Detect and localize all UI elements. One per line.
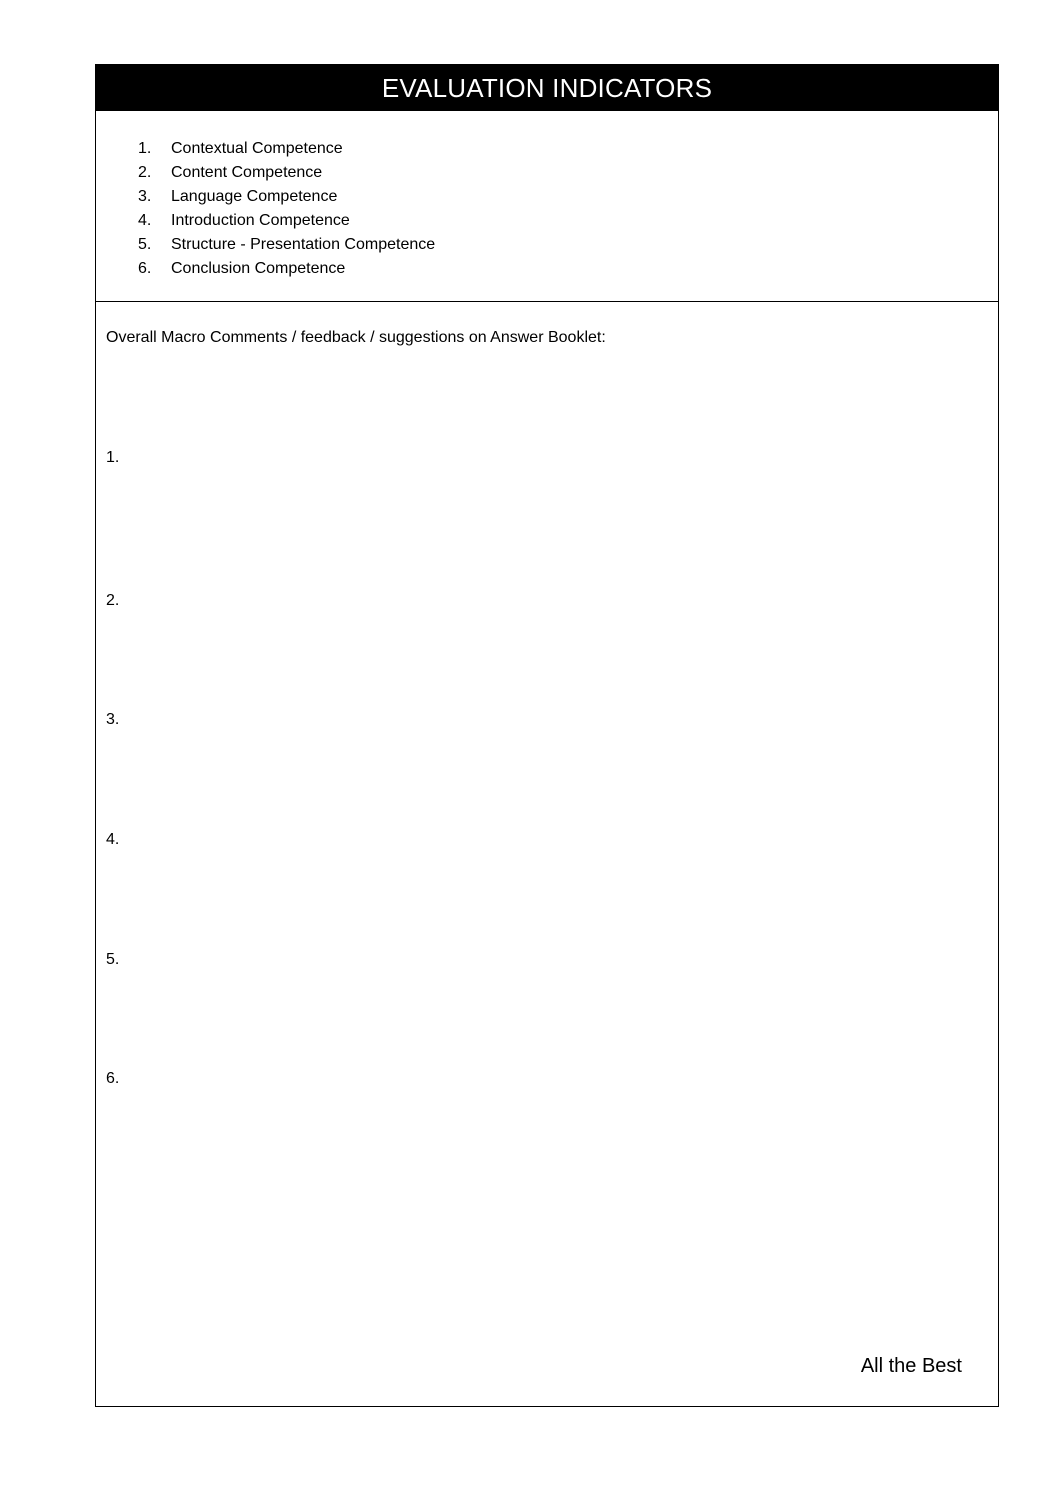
list-item-label: Structure - Presentation Competence xyxy=(171,236,436,253)
list-item-number: 3. xyxy=(138,188,152,205)
indicators-list xyxy=(138,137,435,281)
list-item-label: Introduction Competence xyxy=(171,212,350,229)
comment-number-3: 3. xyxy=(106,711,120,728)
list-item-number: 1. xyxy=(138,140,152,157)
closing-text: All the Best xyxy=(860,1355,962,1377)
list-item xyxy=(138,185,435,209)
list-item xyxy=(138,209,435,233)
comment-number-2: 2. xyxy=(106,592,120,609)
list-item-number: 6. xyxy=(138,260,152,277)
list-item-label: Language Competence xyxy=(171,188,338,205)
list-item-label: Conclusion Competence xyxy=(171,260,346,277)
list-item-number: 5. xyxy=(138,236,152,253)
list-item-label: Contextual Competence xyxy=(171,140,343,157)
comment-number-5: 5. xyxy=(106,951,120,968)
page-title: EVALUATION INDICATORS xyxy=(96,65,998,111)
list-item xyxy=(138,257,435,281)
indicators-section xyxy=(96,111,998,302)
list-item-label: Content Competence xyxy=(171,164,323,181)
comments-label: Overall Macro Comments / feedback / suggestions on Answer Booklet: xyxy=(106,329,606,346)
list-item xyxy=(138,161,435,185)
list-item-number: 2. xyxy=(138,164,152,181)
list-item xyxy=(138,233,435,257)
evaluation-form xyxy=(95,64,999,1407)
comment-number-4: 4. xyxy=(106,831,120,848)
comment-number-1: 1. xyxy=(106,449,120,466)
list-item-number: 4. xyxy=(138,212,152,229)
comment-number-6: 6. xyxy=(106,1070,120,1087)
list-item xyxy=(138,137,435,161)
